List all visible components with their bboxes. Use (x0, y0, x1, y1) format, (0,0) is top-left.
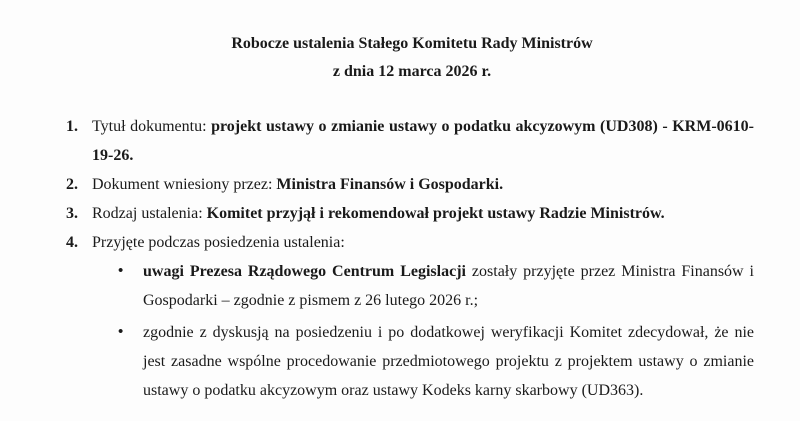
list-item-1 (66, 112, 754, 170)
list-item-4-number: 4. (66, 234, 78, 251)
list-item-2-number: 2. (66, 176, 78, 193)
list-item-1-text (92, 112, 754, 170)
list-item-3-number: 3. (66, 205, 78, 222)
document-title-line2: z dnia 12 marca 2026 r. (332, 63, 492, 80)
list-item-2-prefix: Dokument wniesiony przez: (92, 176, 277, 193)
list-item-4-text (92, 228, 754, 257)
list-item-2 (66, 170, 754, 199)
list-item-2-text (92, 170, 754, 199)
bullet-item-1 (66, 257, 754, 315)
list-item-4-prefix: Przyjęte podczas posiedzenia ustalenia: (92, 234, 345, 251)
list-item-1-prefix: Tytuł dokumentu: (92, 118, 212, 135)
list-item-3-text (92, 199, 754, 228)
bullet-icon: • (118, 324, 124, 340)
bullet-item-2-normal: zgodnie z dyskusją na posiedzeniu i po dodatkowej weryfikacji Komitet zdecydował, że nie jest zasadne wspólne procedowanie przedmiotowego projektu z projektem ustawy o zmianie ustawy o podatku akcyzowym oraz ustawy Kodeks karny skarbowy (UD363). (143, 324, 754, 399)
list-item-4 (66, 228, 754, 257)
list-item-1-number: 1. (66, 118, 78, 135)
bullet-item-2 (66, 318, 754, 405)
document-title-line1: Robocze ustalenia Stałego Komitetu Rady Ministrów (231, 35, 593, 52)
list-item-3-bold: Komitet przyjął i rekomendował projekt ustawy Radzie Ministrów. (206, 205, 665, 222)
document-title (0, 30, 800, 86)
bullet-icon: • (118, 263, 124, 279)
bullet-item-1-normal: zostały przyjęte przez Ministra Finansów i Gospodarki – zgodnie z pismem z 26 lutego 2026 r.; (143, 263, 754, 309)
document-body (0, 112, 800, 405)
list-item-1-bold: projekt ustawy o zmianie ustawy o podatku akcyzowym (UD308) - KRM-0610-19-26. (92, 118, 754, 164)
list-item-3 (66, 199, 754, 228)
list-item-3-prefix: Rodzaj ustalenia: (92, 205, 207, 222)
bullet-item-1-text (143, 257, 754, 315)
list-item-2-bold: Ministra Finansów i Gospodarki. (276, 176, 504, 193)
bullet-item-2-text (143, 318, 754, 405)
bullet-item-1-bold: uwagi Prezesa Rządowego Centrum Legislacji (143, 263, 472, 280)
